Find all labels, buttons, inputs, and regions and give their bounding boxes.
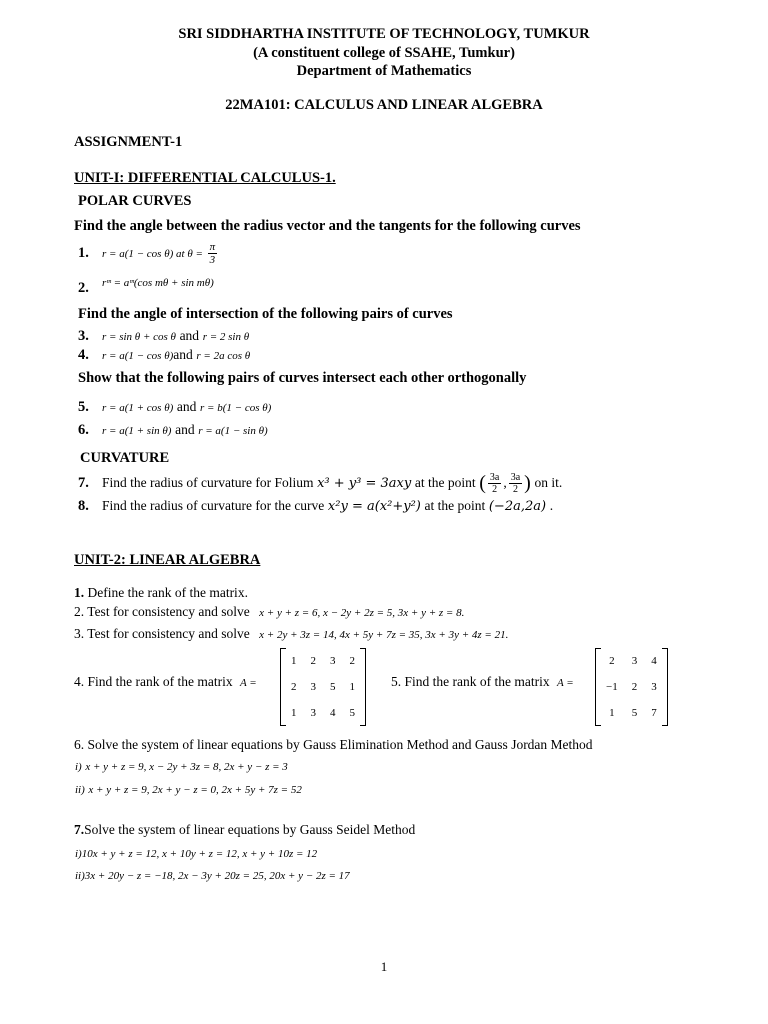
question-orthogonal: Show that the following pairs of curves intersect each other orthogonally	[78, 370, 527, 386]
matrix-5	[595, 648, 668, 726]
matrix-4	[280, 648, 366, 726]
question-text: Solve the system of linear equations by Gauss Seidel Method	[84, 822, 416, 837]
item-text-end: .	[549, 498, 554, 513]
item-7	[78, 472, 562, 495]
fraction	[488, 472, 501, 495]
q6-part-i	[75, 758, 288, 775]
matrix-cell: 2	[291, 681, 297, 693]
part-equations: x + y + z = 9, x − 2y + 3z = 8, 2x + y − z = 3	[85, 761, 288, 773]
matrix-cell: 4	[651, 655, 657, 667]
fraction	[208, 241, 218, 266]
polar-curves-heading: POLAR CURVES	[78, 193, 192, 209]
question-number: 7.	[74, 822, 85, 837]
matrix-bracket-right	[360, 648, 366, 726]
unit2-title: UNIT-2: LINEAR ALGEBRA	[74, 552, 261, 568]
u2-question-3	[74, 626, 508, 642]
item-number: 6.	[78, 422, 89, 438]
item-number: 4.	[78, 347, 89, 363]
question-number: 3.	[74, 626, 85, 641]
matrix-row	[599, 700, 664, 726]
expression-b: r = b(1 − cos θ)	[200, 402, 272, 414]
item-2	[78, 277, 214, 297]
item-6	[78, 422, 268, 439]
fraction-numerator: π	[209, 241, 216, 253]
fraction-numerator: 3a	[489, 472, 500, 483]
matrix-cell: 2	[609, 655, 615, 667]
question-intersection: Find the angle of intersection of the following pairs of curves	[78, 306, 453, 322]
expression-b: r = 2 sin θ	[202, 331, 250, 343]
question-text: Test for consistency and solve	[87, 626, 250, 641]
constituent-line: (A constituent college of SSAHE, Tumkur)	[253, 45, 515, 61]
u2-question-2	[74, 604, 464, 620]
connector: and	[173, 347, 193, 362]
question-text: Find the rank of the matrix	[404, 674, 550, 689]
question-equations: x + 2y + 3z = 14, 4x + 5y + 7z = 35, 3x + 3y + 4z = 21.	[259, 629, 509, 641]
question-number: 4.	[74, 674, 85, 689]
paren-open: (	[479, 472, 486, 494]
matrix-row	[599, 674, 664, 700]
item-number: 7.	[78, 474, 89, 491]
question-text: Solve the system of linear equations by Gauss Elimination Method and Gauss Jordan Method	[87, 737, 593, 752]
item-text-end: on it.	[534, 474, 563, 490]
fraction-denominator: 2	[512, 484, 518, 495]
item-expression: r = a(1 − cos θ) at θ =	[102, 247, 206, 260]
item-text-point: at the point	[424, 498, 486, 513]
paren-close: )	[524, 472, 531, 494]
curvature-heading: CURVATURE	[80, 450, 170, 466]
question-number: 2.	[74, 604, 85, 619]
u2-question-1	[74, 585, 248, 601]
matrix-cell: 4	[330, 707, 336, 719]
fraction	[509, 472, 522, 495]
assignment-title: ASSIGNMENT-1	[74, 134, 183, 150]
institute-name: SRI SIDDHARTHA INSTITUTE OF TECHNOLOGY, TUMKUR	[178, 26, 590, 42]
item-text: Find the radius of curvature for the curve	[102, 498, 325, 513]
question-text: Find the rank of the matrix	[87, 674, 233, 689]
part-label: i)	[75, 848, 82, 860]
matrix-bracket-left	[280, 648, 286, 726]
question-equations: x + y + z = 6, x − 2y + 2z = 5, 3x + y + z = 8.	[259, 607, 465, 619]
q7-part-ii	[75, 867, 350, 884]
item-number: 8.	[78, 498, 89, 514]
matrix-cell: 1	[291, 655, 297, 667]
connector: and	[179, 328, 200, 343]
u2-question-7	[74, 822, 415, 838]
part-equations: 3x + 20y − z = −18, 2x − 3y + 20z = 25, 20x + y − 2z = 17	[84, 870, 350, 882]
item-number: 2.	[78, 280, 89, 296]
curve-equation: x²y = a(x²+y²)	[327, 499, 421, 514]
item-1	[78, 241, 219, 266]
matrix-cell: 5	[349, 707, 355, 719]
fraction-numerator: 3a	[510, 472, 521, 483]
u2-question-6	[74, 737, 593, 753]
department-name: Department of Mathematics	[296, 63, 472, 79]
matrix-row	[284, 648, 362, 674]
matrix-cell: 7	[651, 707, 657, 719]
expression-a: r = a(1 + cos θ)	[102, 402, 174, 414]
matrix-cell: 2	[631, 681, 638, 693]
matrix-cell: 1	[349, 681, 355, 693]
unit1-title: UNIT-I: DIFFERENTIAL CALCULUS-1.	[74, 170, 336, 186]
expression-b: r = 2a cos θ	[196, 350, 251, 362]
matrix-cell: 1	[291, 707, 297, 719]
expression-a: r = sin θ + cos θ	[102, 331, 176, 343]
item-4	[78, 347, 250, 364]
matrix-cell: −1	[606, 681, 618, 693]
matrix-label: A =	[556, 677, 574, 689]
matrix-cell: 3	[651, 681, 657, 693]
u2-question-5	[391, 674, 574, 690]
part-equations: 10x + y + z = 12, x + 10y + z = 12, x + y + 10z = 12	[81, 848, 318, 860]
matrix-cell: 3	[330, 655, 336, 667]
fraction-denominator: 3	[209, 254, 216, 267]
matrix-bracket-right	[662, 648, 668, 726]
matrix-cell: 1	[609, 707, 615, 719]
matrix-cell: 2	[349, 655, 355, 667]
item-text-point: at the point	[414, 474, 476, 490]
part-label: ii)	[75, 870, 85, 882]
fraction-denominator: 2	[492, 484, 498, 495]
matrix-row	[284, 674, 362, 700]
question-text: Test for consistency and solve	[87, 604, 250, 619]
matrix-cell: 5	[631, 707, 638, 719]
question-number: 5.	[391, 674, 402, 689]
matrix-cell: 3	[310, 707, 316, 719]
connector: and	[175, 422, 195, 437]
connector: and	[176, 399, 197, 414]
question-text: Define the rank of the matrix.	[87, 585, 248, 600]
matrix-cell: 3	[310, 681, 316, 693]
matrix-label: A =	[239, 677, 257, 689]
q6-part-ii	[75, 781, 302, 798]
part-equations: x + y + z = 9, 2x + y − z = 0, 2x + 5y + 7z = 52	[88, 784, 302, 796]
course-title: 22MA101: CALCULUS AND LINEAR ALGEBRA	[225, 97, 543, 113]
expression-a: r = a(1 − cos θ)	[102, 350, 174, 362]
item-8	[78, 498, 553, 515]
page-number: 1	[380, 959, 388, 974]
matrix-cell: 2	[310, 655, 316, 667]
matrix-row	[284, 700, 362, 726]
item-number: 1.	[78, 244, 89, 261]
expression-a: r = a(1 + sin θ)	[102, 425, 172, 437]
item-number: 5.	[78, 399, 89, 415]
matrix-row	[599, 648, 664, 674]
matrix-cell: 5	[330, 681, 336, 693]
question-number: 1.	[74, 585, 85, 600]
q7-part-i	[75, 845, 317, 862]
folium-equation: x³ + y³ = 3axy	[317, 475, 412, 491]
point-value: (−2a,2a)	[488, 499, 547, 514]
item-3	[78, 328, 249, 345]
comma: ,	[503, 474, 507, 490]
part-label: ii)	[75, 784, 85, 796]
item-number: 3.	[78, 328, 89, 344]
item-expression: rᵐ = aᵐ(cos mθ + sin mθ)	[102, 277, 214, 289]
item-5	[78, 399, 271, 416]
expression-b: r = a(1 − sin θ)	[198, 425, 268, 437]
part-label: i)	[75, 761, 82, 773]
matrix-bracket-left	[595, 648, 601, 726]
question-number: 6.	[74, 737, 85, 752]
matrix-cell: 3	[631, 655, 638, 667]
question-angle-radius: Find the angle between the radius vector and the tangents for the following curves	[74, 218, 581, 234]
item-text: Find the radius of curvature for Folium	[102, 474, 314, 490]
u2-question-4	[74, 674, 257, 690]
